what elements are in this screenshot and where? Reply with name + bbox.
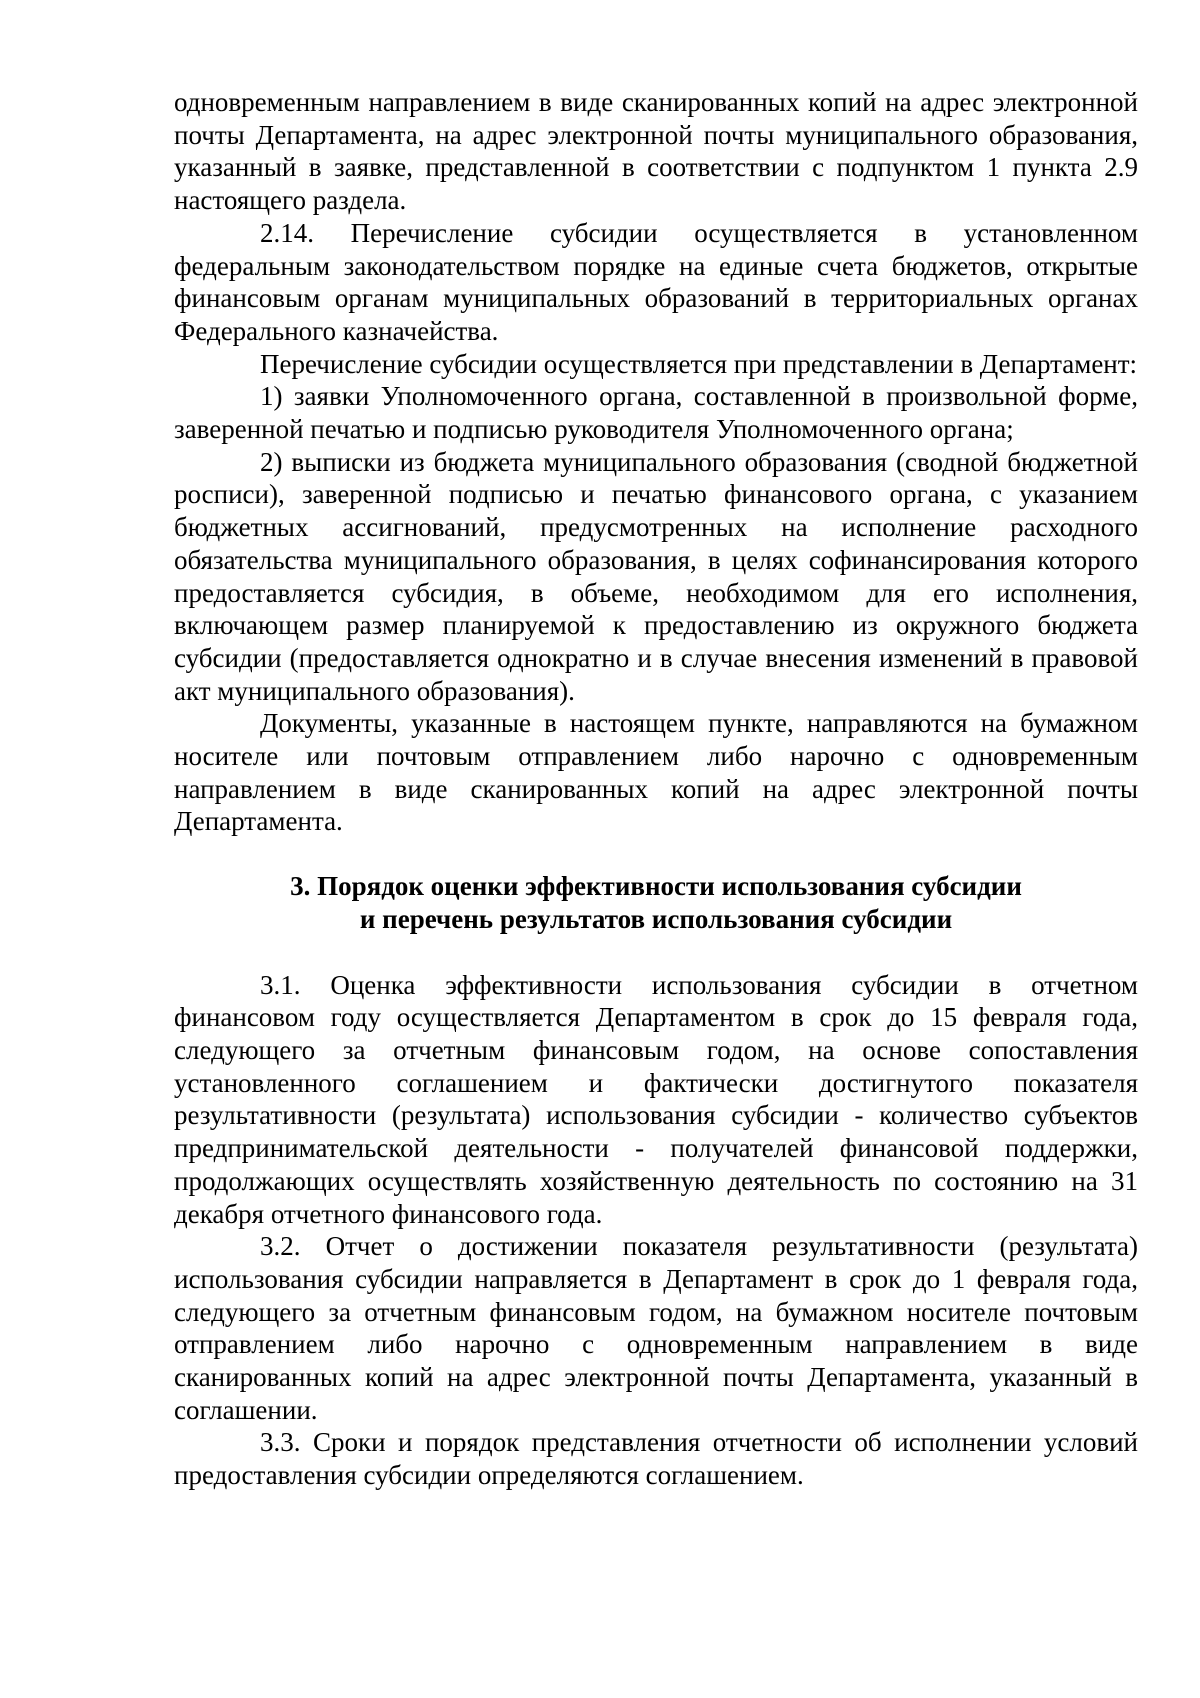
section-3-heading-line2: и перечень результатов использования субсидии xyxy=(359,903,953,934)
paragraph-2-14: 2.14. Перечисление субсидии осуществляется в установленном федеральным законодательством порядке на единые счета бюджетов, открытые финансовым органам муниципальных образований в территориальных органах Федерального казначейства. xyxy=(174,217,1138,346)
paragraph-3-2: 3.2. Отчет о достижении показателя результативности (результата) использования субсидии направляется в Департамент в срок до 1 февраля года, следующего за отчетным финансовым годом, на бумажном носителе почтовым отправлением либо нарочно с одновременным направлением в виде сканированных копий на адрес электронной почты Департамента, указанный в соглашении. xyxy=(174,1231,1138,1425)
paragraph-documents: Документы, указанные в настоящем пункте, направляются на бумажном носителе или почтовым отправлением либо нарочно с одновременным направлением в виде сканированных копий на адрес электронной почты Департамента. xyxy=(174,708,1138,837)
paragraph-3-1: 3.1. Оценка эффективности использования субсидии в отчетном финансовом году осуществляется Департаментом в срок до 15 февраля года, следующего за отчетным финансовым годом, на основе сопоставления установленного соглашением и фактически достигнутого показателя результативности (результата) использования субсидии - количество субъектов предпринимательской деятельности - получателей финансовой поддержки, продолжающих осуществлять хозяйственную деятельность по состоянию на 31 декабря отчетного финансового года. xyxy=(174,969,1138,1229)
document-page xyxy=(174,86,1138,1492)
paragraph-transfer-conditions: Перечисление субсидии осуществляется при представлении в Департамент: xyxy=(260,348,1138,379)
list-item-1: 1) заявки Уполномоченного органа, составленной в произвольной форме, заверенной печатью и подписью руководителя Уполномоченного органа; xyxy=(174,381,1138,445)
paragraph-3-3: 3.3. Сроки и порядок представления отчетности об исполнении условий предоставления субсидии определяются соглашением. xyxy=(174,1427,1138,1491)
list-item-2: 2) выписки из бюджета муниципального образования (сводной бюджетной росписи), заверенной подписью и печатью финансового органа, с указанием бюджетных ассигнований, предусмотренных на исполнение расходного обязательства муниципального образования, в целях софинансирования которого предоставляется субсидия, в объеме, необходимом для его исполнения, включающем размер планируемой к предоставлению из окружного бюджета субсидии (предоставляется однократно и в случае внесения изменений в правовой акт муниципального образования). xyxy=(174,446,1138,706)
paragraph-continuation: одновременным направлением в виде сканированных копий на адрес электронной почты Департамента, на адрес электронной почты муниципального образования, указанный в заявке, представленной в соответствии с подпунктом 1 пункта 2.9 настоящего раздела. xyxy=(174,87,1138,216)
section-3-heading-line1: 3. Порядок оценки эффективности использования субсидии xyxy=(290,871,1022,902)
section-3-heading xyxy=(174,870,1138,935)
